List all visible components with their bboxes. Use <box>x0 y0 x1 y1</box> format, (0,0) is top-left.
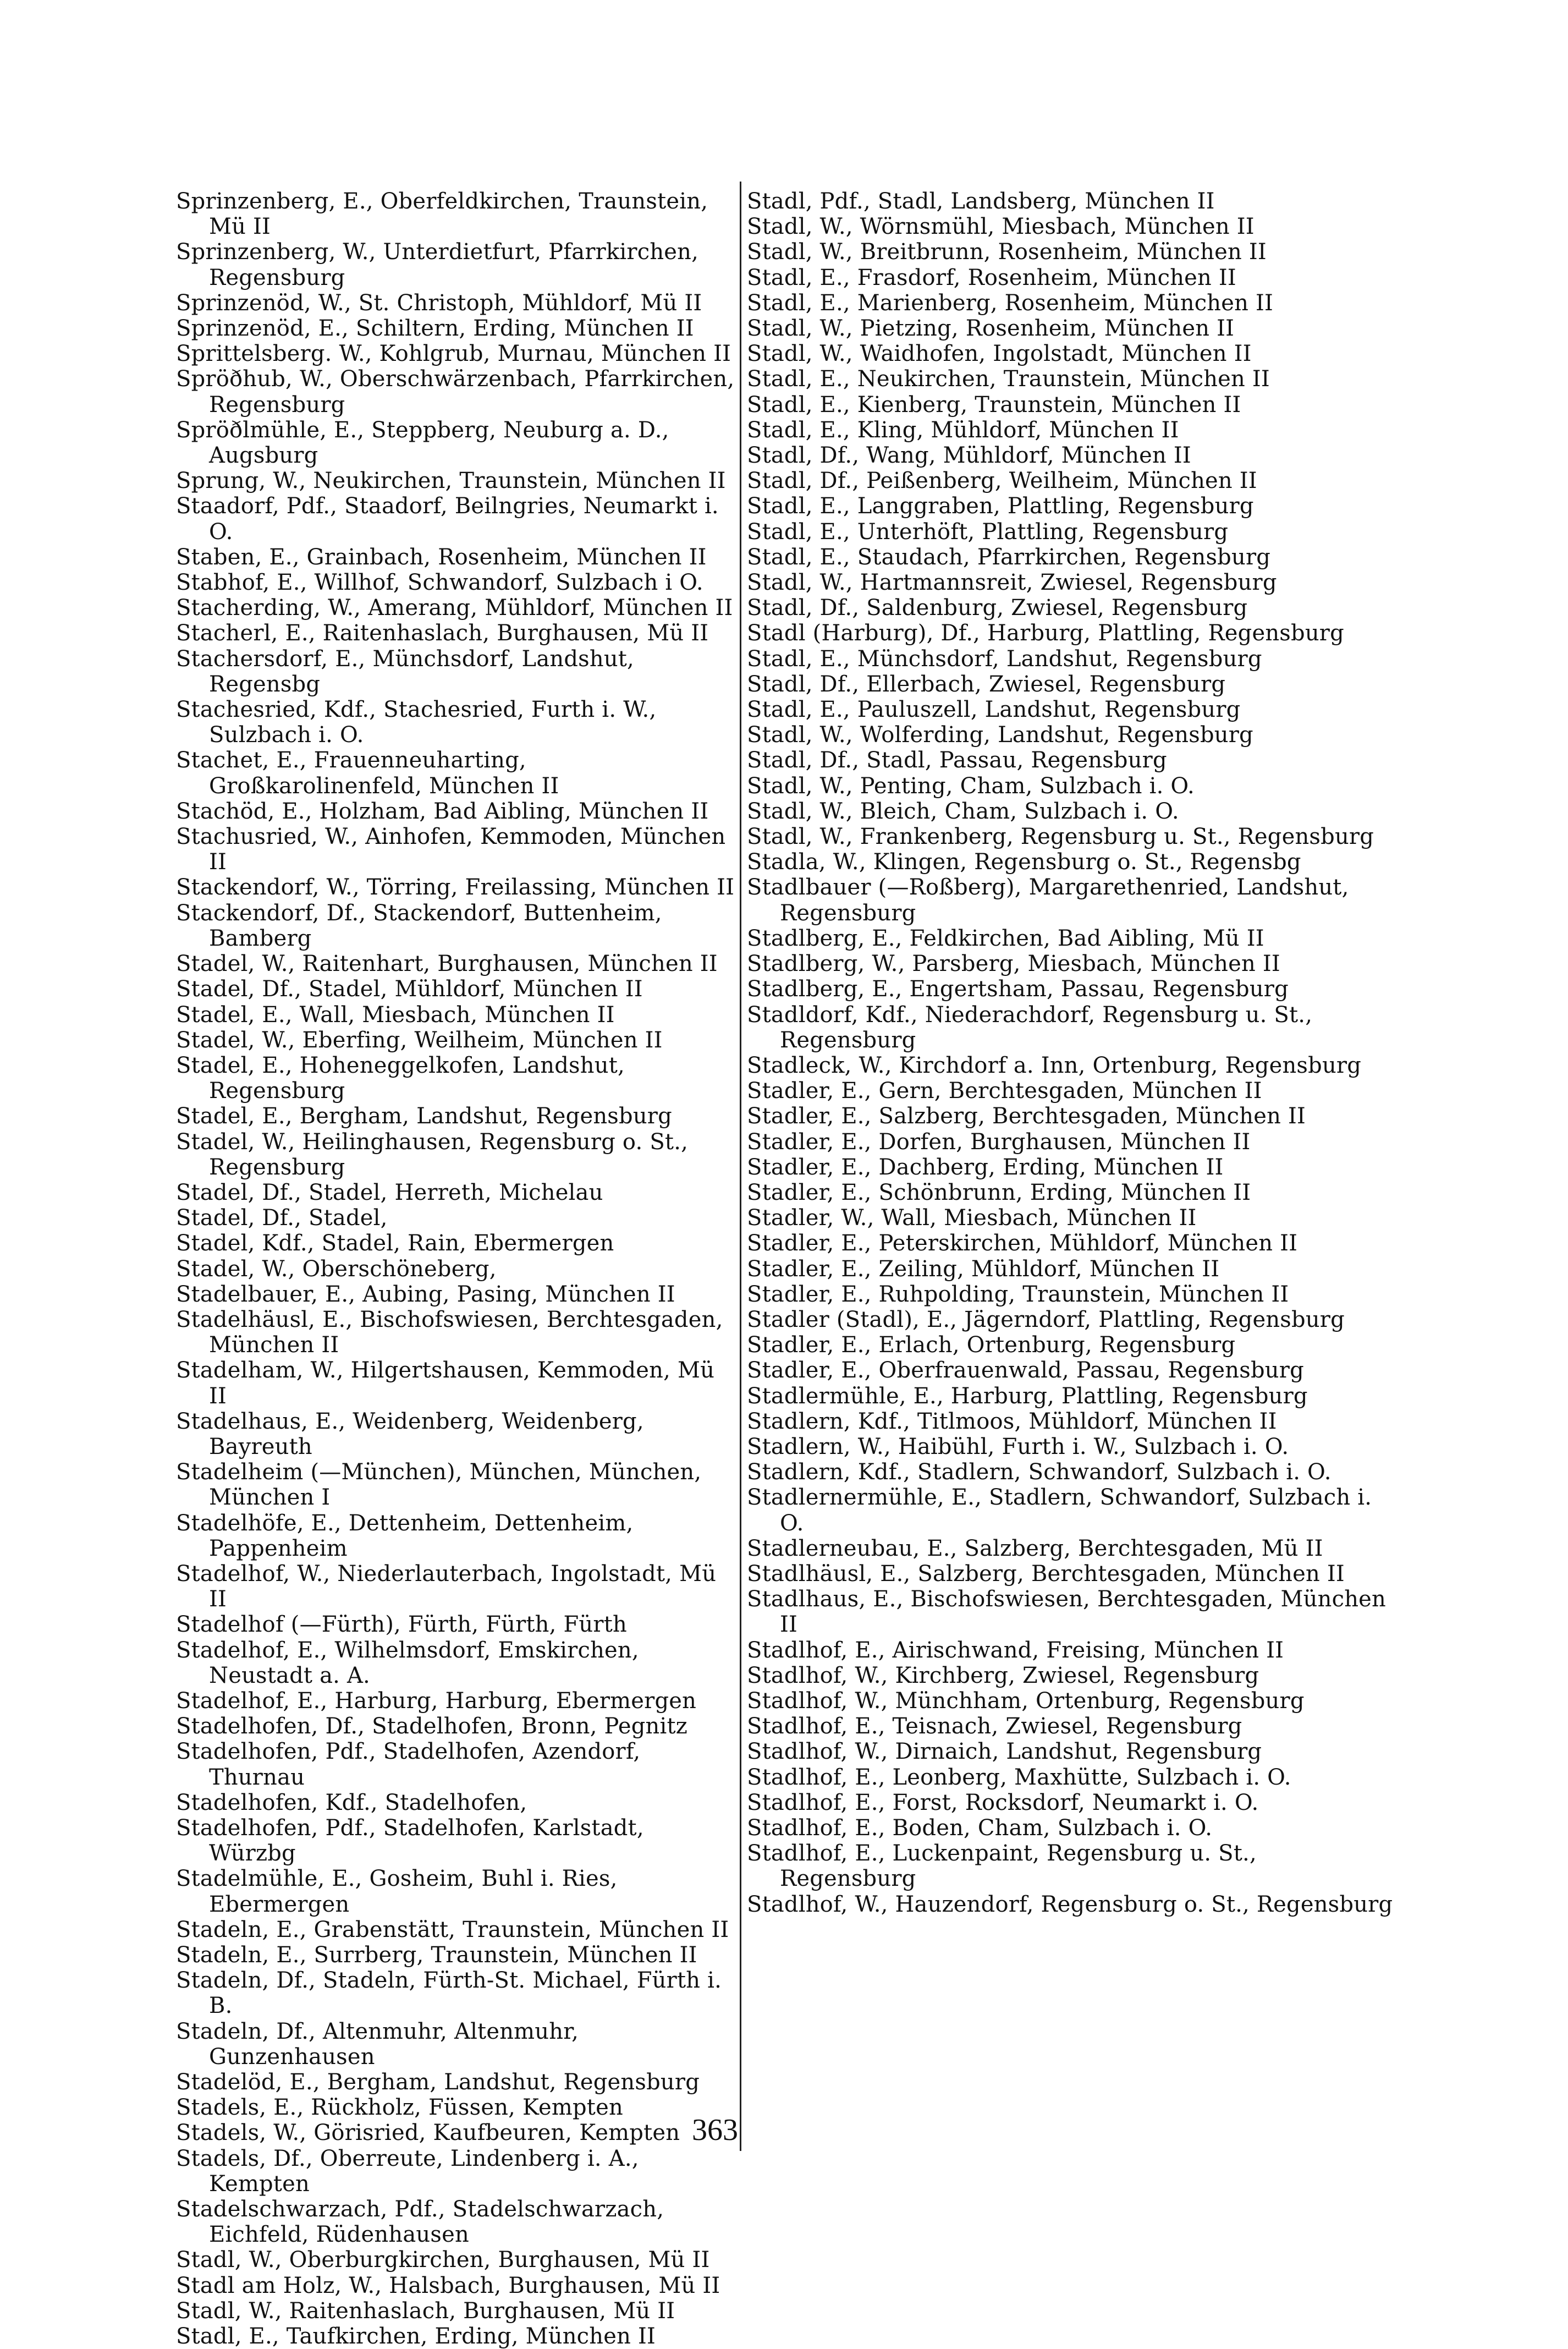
gazetteer-entry: Sprinzenberg, W., Unterdietfurt, Pfarrkirchen, Regensburg <box>176 239 699 290</box>
gazetteer-entry: Stackendorf, Df., Stackendorf, Buttenheim, Bamberg <box>176 900 662 951</box>
gazetteer-entry: Stadl, Df., Saldenburg, Zwiesel, Regensburg <box>747 595 1248 621</box>
gazetteer-entry: Stachersdorf, E., Münchsdorf, Landshut, Regensbg <box>176 646 634 697</box>
gazetteer-entry: Stadel, W., Eberfing, Weilheim, München II <box>176 1027 663 1053</box>
gazetteer-entry: Stadlberg, E., Feldkirchen, Bad Aibling, Mü II <box>747 925 1264 951</box>
gazetteer-entry: Stadlhof, E., Boden, Cham, Sulzbach i. O. <box>747 1815 1213 1841</box>
page-number: 363 <box>692 2113 738 2147</box>
gazetteer-entry: Stadlberg, E., Engertsham, Passau, Regensburg <box>747 976 1289 1002</box>
gazetteer-entry: Stachesried, Kdf., Stachesried, Furth i. W., Sulzbach i. O. <box>176 697 657 748</box>
gazetteer-entry: Stadler (Stadl), E., Jägerndorf, Plattling, Regensburg <box>747 1307 1345 1332</box>
gazetteer-entry: Stadler, E., Zeiling, Mühldorf, München II <box>747 1256 1220 1282</box>
gazetteer-entry: Stadl, Df., Ellerbach, Zwiesel, Regensburg <box>747 671 1226 697</box>
gazetteer-entry: Stadl, E., Unterhöft, Plattling, Regensburg <box>747 519 1229 545</box>
gazetteer-entry: Stadl, E., Kling, Mühldorf, München II <box>747 417 1179 443</box>
gazetteer-entry: Stackendorf, W., Törring, Freilassing, München II <box>176 875 735 901</box>
gazetteer-entry: Stadelhäusl, E., Bischofswiesen, Berchtesgaden, München II <box>176 1307 723 1358</box>
gazetteer-entry: Stadel, Df., Stadel, Herreth, Michelau <box>176 1179 603 1205</box>
gazetteer-entry: Stadl, E., Langgraben, Plattling, Regensburg <box>747 493 1254 519</box>
gazetteer-entry: Stadeln, Df., Altenmuhr, Altenmuhr, Gunzenhausen <box>176 2018 579 2070</box>
gazetteer-entry: Stadler, E., Gern, Berchtesgaden, München II <box>747 1078 1262 1104</box>
gazetteer-entry: Stachusried, W., Ainhofen, Kemmoden, München II <box>176 824 726 875</box>
gazetteer-entry: Stadl, W., Bleich, Cham, Sulzbach i. O. <box>747 798 1179 824</box>
gazetteer-entry: Stadl, E., Marienberg, Rosenheim, München II <box>747 290 1274 316</box>
gazetteer-entry: Stadl, W., Pietzing, Rosenheim, München II <box>747 316 1235 342</box>
gazetteer-entry: Stadel, W., Heilinghausen, Regensburg o. St., Regensburg <box>176 1129 689 1180</box>
gazetteer-entry: Stadlerneubau, E., Salzberg, Berchtesgaden, Mü II <box>747 1535 1323 1561</box>
gazetteer-entry: Stacherding, W., Amerang, Mühldorf, München II <box>176 595 733 621</box>
gazetteer-entry: Stadels, E., Rückholz, Füssen, Kempten <box>176 2095 623 2121</box>
gazetteer-entry: Stadel, Df., Stadel, <box>176 1205 388 1231</box>
gazetteer-entry: Stadl, W., Breitbrunn, Rosenheim, München II <box>747 239 1267 265</box>
gazetteer-entry: Staadorf, Pdf., Staadorf, Beilngries, Neumarkt i. O. <box>176 493 719 545</box>
gazetteer-entry: Stadlern, Kdf., Stadlern, Schwandorf, Sulzbach i. O. <box>747 1459 1332 1485</box>
gazetteer-entry: Stadel, E., Wall, Miesbach, München II <box>176 1002 615 1028</box>
gazetteer-entry: Stadeln, E., Surrberg, Traunstein, München II <box>176 1942 697 1968</box>
gazetteer-entry: Sprinzenöd, W., St. Christoph, Mühldorf, Mü II <box>176 290 702 316</box>
gazetteer-entry: Stadelhof, E., Wilhelmsdorf, Emskirchen, Neustadt a. A. <box>176 1637 639 1688</box>
gazetteer-entry: Sprinzenberg, E., Oberfeldkirchen, Traunstein, Mü II <box>176 189 708 240</box>
gazetteer-entry: Stadl, E., Staudach, Pfarrkirchen, Regensburg <box>747 544 1271 570</box>
gazetteer-entry: Stadelhöfe, E., Dettenheim, Dettenheim, Pappenheim <box>176 1510 634 1561</box>
gazetteer-entry: Stadl, E., Münchsdorf, Landshut, Regensburg <box>747 646 1262 672</box>
gazetteer-entry: Stadler, E., Schönbrunn, Erding, München II <box>747 1179 1251 1205</box>
gazetteer-entry: Stadeln, Df., Stadeln, Fürth-St. Michael, Fürth i. B. <box>176 1968 722 2019</box>
left-column <box>176 189 737 2349</box>
column-divider <box>740 182 741 2151</box>
gazetteer-entry: Stadla, W., Klingen, Regensburg o. St., Regensbg <box>747 849 1301 875</box>
gazetteer-entry: Stadeln, E., Grabenstätt, Traunstein, München II <box>176 1917 729 1942</box>
gazetteer-entry: Stadlhof, E., Forst, Rocksdorf, Neumarkt i. O. <box>747 1790 1259 1815</box>
gazetteer-entry: Stadl, Pdf., Stadl, Landsberg, München II <box>747 189 1215 214</box>
gazetteer-entry: Stadlhof, E., Airischwand, Freising, München II <box>747 1637 1284 1663</box>
gazetteer-entry: Sprinzenöd, E., Schiltern, Erding, München II <box>176 316 694 342</box>
gazetteer-entry: Stadlhof, W., Münchham, Ortenburg, Regensburg <box>747 1688 1305 1714</box>
gazetteer-entry: Stadel, E., Bergham, Landshut, Regensburg <box>176 1104 672 1129</box>
gazetteer-entry: Stadl, Df., Stadl, Passau, Regensburg <box>747 748 1167 773</box>
gazetteer-entry: Stadelmühle, E., Gosheim, Buhl i. Ries, Ebermergen <box>176 1866 618 1917</box>
gazetteer-entry: Stadlbauer (—Roßberg), Margarethenried, Landshut, Regensburg <box>747 875 1349 926</box>
gazetteer-entry: Stadlhof, W., Dirnaich, Landshut, Regensburg <box>747 1739 1262 1765</box>
gazetteer-entry: Stadel, Df., Stadel, Mühldorf, München II <box>176 976 643 1002</box>
gazetteer-entry: Stadlermühle, E., Harburg, Plattling, Regensburg <box>747 1383 1308 1409</box>
gazetteer-entry: Stadl, W., Penting, Cham, Sulzbach i. O. <box>747 773 1195 799</box>
gazetteer-entry: Stadelbauer, E., Aubing, Pasing, München II <box>176 1281 675 1307</box>
gazetteer-entry: Stadlern, Kdf., Titlmoos, Mühldorf, München II <box>747 1408 1277 1434</box>
gazetteer-entry: Stadl, W., Raitenhaslach, Burghausen, Mü II <box>176 2298 675 2324</box>
gazetteer-entry: Stadlhof, E., Teisnach, Zwiesel, Regensburg <box>747 1714 1242 1739</box>
gazetteer-entry: Stadl, W., Wolferding, Landshut, Regensburg <box>747 722 1253 748</box>
gazetteer-entry: Stadels, W., Görisried, Kaufbeuren, Kempten <box>176 2120 680 2146</box>
gazetteer-entry: Stadelhaus, E., Weidenberg, Weidenberg, Bayreuth <box>176 1408 644 1459</box>
gazetteer-entry: Sprittelsberg. W., Kohlgrub, Murnau, München II <box>176 341 731 367</box>
gazetteer-entry: Stadelhof, E., Harburg, Harburg, Ebermergen <box>176 1688 697 1714</box>
gazetteer-entry: Stadlhof, E., Luckenpaint, Regensburg u. St., Regensburg <box>747 1841 1257 1892</box>
gazetteer-entry: Stadler, E., Erlach, Ortenburg, Regensburg <box>747 1332 1236 1358</box>
gazetteer-entry: Stabhof, E., Willhof, Schwandorf, Sulzbach i O. <box>176 570 703 596</box>
gazetteer-entry: Stadel, W., Raitenhart, Burghausen, München II <box>176 951 718 977</box>
gazetteer-entry: Stadl am Holz, W., Halsbach, Burghausen, Mü II <box>176 2273 720 2298</box>
gazetteer-entry: Spröðhub, W., Oberschwärzenbach, Pfarrkirchen, Regensburg <box>176 366 735 418</box>
gazetteer-entry: Stadler, E., Dorfen, Burghausen, München II <box>747 1129 1251 1155</box>
gazetteer-entry: Stadelhof, W., Niederlauterbach, Ingolstadt, Mü II <box>176 1561 717 1612</box>
gazetteer-entry: Stadelöd, E., Bergham, Landshut, Regensburg <box>176 2070 700 2095</box>
gazetteer-entry: Stadldorf, Kdf., Niederachdorf, Regensburg u. St., Regensburg <box>747 1002 1313 1053</box>
gazetteer-entry: Stadl, E., Neukirchen, Traunstein, München II <box>747 366 1270 392</box>
gazetteer-entry: Staben, E., Grainbach, Rosenheim, München II <box>176 544 707 570</box>
gazetteer-entry: Stadler, E., Ruhpolding, Traunstein, München II <box>747 1281 1289 1307</box>
gazetteer-entry: Stadler, E., Oberfrauenwald, Passau, Regensburg <box>747 1358 1304 1384</box>
gazetteer-entry: Sprung, W., Neukirchen, Traunstein, München II <box>176 468 726 494</box>
gazetteer-entry: Stadler, E., Peterskirchen, Mühldorf, München II <box>747 1231 1298 1256</box>
gazetteer-entry: Stadlhof, W., Hauzendorf, Regensburg o. St., Regensburg <box>747 1891 1393 1917</box>
gazetteer-entry: Stadl, W., Oberburgkirchen, Burghausen, Mü II <box>176 2247 710 2273</box>
gazetteer-entry: Stadler, E., Salzberg, Berchtesgaden, München II <box>747 1104 1306 1129</box>
gazetteer-entry: Stadlberg, W., Parsberg, Miesbach, München II <box>747 951 1280 977</box>
gazetteer-entry: Stadl, Df., Wang, Mühldorf, München II <box>747 443 1191 469</box>
gazetteer-entry: Stadl (Harburg), Df., Harburg, Plattling, Regensburg <box>747 621 1344 646</box>
gazetteer-entry: Stachöd, E., Holzham, Bad Aibling, München II <box>176 798 709 824</box>
gazetteer-entry: Stadelhofen, Pdf., Stadelhofen, Karlstadt, Würzbg <box>176 1815 644 1867</box>
gazetteer-entry: Spröðlmühle, E., Steppberg, Neuburg a. D., Augsburg <box>176 417 669 469</box>
gazetteer-entry: Stadlhaus, E., Bischofswiesen, Berchtesgaden, München II <box>747 1587 1387 1638</box>
gazetteer-entry: Stacherl, E., Raitenhaslach, Burghausen, Mü II <box>176 621 709 646</box>
gazetteer-entry: Stadlhäusl, E., Salzberg, Berchtesgaden, München II <box>747 1561 1345 1587</box>
gazetteer-entry: Stadelhofen, Df., Stadelhofen, Bronn, Pegnitz <box>176 1714 688 1739</box>
right-column <box>747 189 1396 1917</box>
gazetteer-entry: Stadl, W., Wörnsmühl, Miesbach, München II <box>747 214 1255 240</box>
gazetteer-entry: Stadl, W., Waidhofen, Ingolstadt, München II <box>747 341 1252 367</box>
gazetteer-entry: Stadelham, W., Hilgertshausen, Kemmoden, Mü II <box>176 1358 715 1409</box>
gazetteer-entry: Stachet, E., Frauenneuharting, Großkarolinenfeld, München II <box>176 748 559 799</box>
gazetteer-entry: Stadl, E., Taufkirchen, Erding, München II <box>176 2324 656 2349</box>
gazetteer-entry: Stadl, E., Kienberg, Traunstein, München II <box>747 392 1241 418</box>
gazetteer-entry: Stadels, Df., Oberreute, Lindenberg i. A., Kempten <box>176 2145 639 2197</box>
gazetteer-entry: Stadelheim (—München), München, München, München I <box>176 1459 702 1511</box>
gazetteer-entry: Stadleck, W., Kirchdorf a. Inn, Ortenburg, Regensburg <box>747 1052 1362 1078</box>
gazetteer-entry: Stadl, Df., Peißenberg, Weilheim, München II <box>747 468 1257 494</box>
gazetteer-entry: Stadlhof, W., Kirchberg, Zwiesel, Regensburg <box>747 1662 1259 1688</box>
gazetteer-entry: Stadler, W., Wall, Miesbach, München II <box>747 1205 1197 1231</box>
gazetteer-entry: Stadl, E., Pauluszell, Landshut, Regensburg <box>747 697 1241 723</box>
gazetteer-entry: Stadl, W., Hartmannsreit, Zwiesel, Regensburg <box>747 570 1277 596</box>
gazetteer-entry: Stadler, E., Dachberg, Erding, München II <box>747 1154 1224 1180</box>
gazetteer-entry: Stadelhofen, Kdf., Stadelhofen, <box>176 1790 527 1815</box>
gazetteer-entry: Stadel, W., Oberschöneberg, <box>176 1256 497 1282</box>
gazetteer-entry: Stadelhof (—Fürth), Fürth, Fürth, Fürth <box>176 1612 627 1638</box>
gazetteer-entry: Stadlern, W., Haibühl, Furth i. W., Sulzbach i. O. <box>747 1434 1289 1459</box>
gazetteer-entry: Stadelhofen, Pdf., Stadelhofen, Azendorf, Thurnau <box>176 1739 641 1790</box>
gazetteer-entry: Stadel, Kdf., Stadel, Rain, Ebermergen <box>176 1231 614 1256</box>
gazetteer-entry: Stadelschwarzach, Pdf., Stadelschwarzach, Eichfeld, Rüdenhausen <box>176 2197 664 2248</box>
gazetteer-entry: Stadl, W., Frankenberg, Regensburg u. St., Regensburg <box>747 824 1374 850</box>
gazetteer-entry: Stadl, E., Frasdorf, Rosenheim, München II <box>747 265 1236 290</box>
gazetteer-entry: Stadel, E., Hoheneggelkofen, Landshut, Regensburg <box>176 1052 625 1104</box>
gazetteer-entry: Stadlhof, E., Leonberg, Maxhütte, Sulzbach i. O. <box>747 1764 1291 1790</box>
gazetteer-entry: Stadlernermühle, E., Stadlern, Schwandorf, Sulzbach i. O. <box>747 1485 1372 1536</box>
